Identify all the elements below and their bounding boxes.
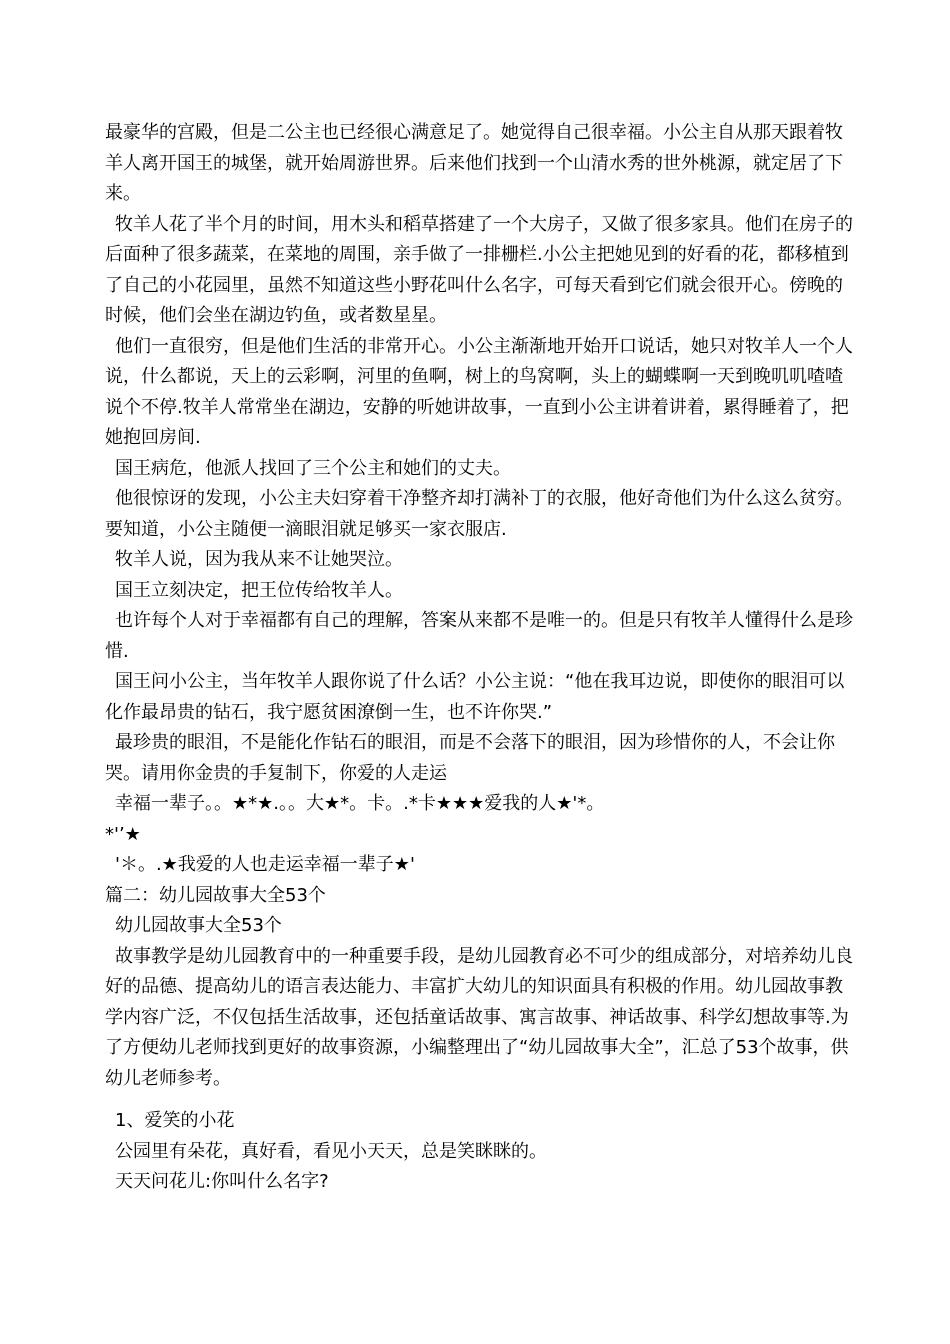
document-body: [105, 118, 855, 1198]
paragraph-stars-1: 幸福一辈子。。★*★.。。大★*。卡。.*卡★★★爱我的人★'*。: [115, 793, 605, 814]
paragraph-king-ill: 国王病危，他派人找回了三个公主和她们的丈夫。: [115, 457, 511, 479]
paragraph-stars-2: *'’★: [105, 823, 141, 845]
paragraph-house: 牧羊人花了半个月的时间，用木头和稻草搭建了一个大房子，又做了很多家具。他们在房子的后面种了很多蔬菜，在菜地的周围，亲手做了一排栅栏.小公主把她见到的好看的花，都移植到了自己的小花园里，虽然不知道这些小野花叫什么名字，可每天看到它们就会很开心。傍晚的时候，他们会坐在湖边钓鱼，或者数星星。: [105, 213, 853, 326]
paragraph-intro: 故事教学是幼儿园教育中的一种重要手段，是幼儿园教育必不可少的组成部分，对培养幼儿良好的品德、提高幼儿的语言表达能力、丰富扩大幼儿的知识面具有积极的作用。幼儿园故事教学内容广泛，不仅包括生活故事，还包括童话故事、寓言故事、神话故事、科学幻想故事等.为了方便幼儿老师找到更好的故事资源，小编整理出了“幼儿园故事大全”，汇总了53个故事，供幼儿老师参考。: [105, 945, 853, 1089]
paragraph-throne: 国王立刻决定，把王位传给牧羊人。: [115, 579, 403, 601]
paragraph-question: 国王问小公主，当年牧羊人跟你说了什么话？小公主说：“他在我耳边说，即使你的眼泪可以化作最昂贵的钻石，我宁愿贫困潦倒一生，也不许你哭.”: [105, 671, 845, 723]
paragraph-shepherd-said: 牧羊人说，因为我从来不让她哭泣。: [115, 549, 403, 570]
paragraph-surprise: 他很惊讶的发现，小公主夫妇穿着干净整齐却打满补丁的衣服，他好奇他们为什么这么贫穷。要知道，小公主随便一滴眼泪就足够买一家衣服店.: [105, 488, 853, 540]
story-title: 1、爱笑的小花: [115, 1110, 235, 1131]
paragraph-cherish: 也许每个人对于幸福都有自己的理解，答案从来都不是唯一的。但是只有牧羊人懂得什么是珍惜.: [105, 610, 853, 662]
paragraph-precious-tears: 最珍贵的眼泪，不是能化作钻石的眼泪，而是不会落下的眼泪，因为珍惜你的人，不会让你哭。请用你金贵的手复制下，你爱的人走运: [105, 732, 835, 784]
paragraph-poor-happy: 他们一直很穷，但是他们生活的非常开心。小公主渐渐地开始开口说话，她只对牧羊人一个人说，什么都说，天上的云彩啊，河里的鱼啊，树上的鸟窝啊，头上的蝴蝶啊一天到晚叽叽喳喳说个不停.牧羊人常常坐在湖边，安静的听她讲故事，一直到小公主讲着讲着，累得睡着了，把她抱回房间.: [105, 335, 853, 448]
paragraph-stars-3: '＊。.★我爱的人也走运幸福一辈子★': [115, 854, 415, 875]
paragraph-palace: 最豪华的宫殿，但是二公主也已经很心满意足了。她觉得自己很幸福。小公主自从那天跟着牧羊人离开国王的城堡，就开始周游世界。后来他们找到一个山清水秀的世外桃源，就定居了下来。: [105, 122, 843, 204]
section-subtitle: 幼儿园故事大全53个: [115, 915, 282, 936]
story-line-1: 公园里有朵花，真好看，看见小天天，总是笑眯眯的。: [115, 1140, 547, 1162]
section-heading: 篇二：幼儿园故事大全53个: [105, 884, 326, 906]
story-line-2: 天天问花儿:你叫什么名字?: [115, 1171, 329, 1192]
